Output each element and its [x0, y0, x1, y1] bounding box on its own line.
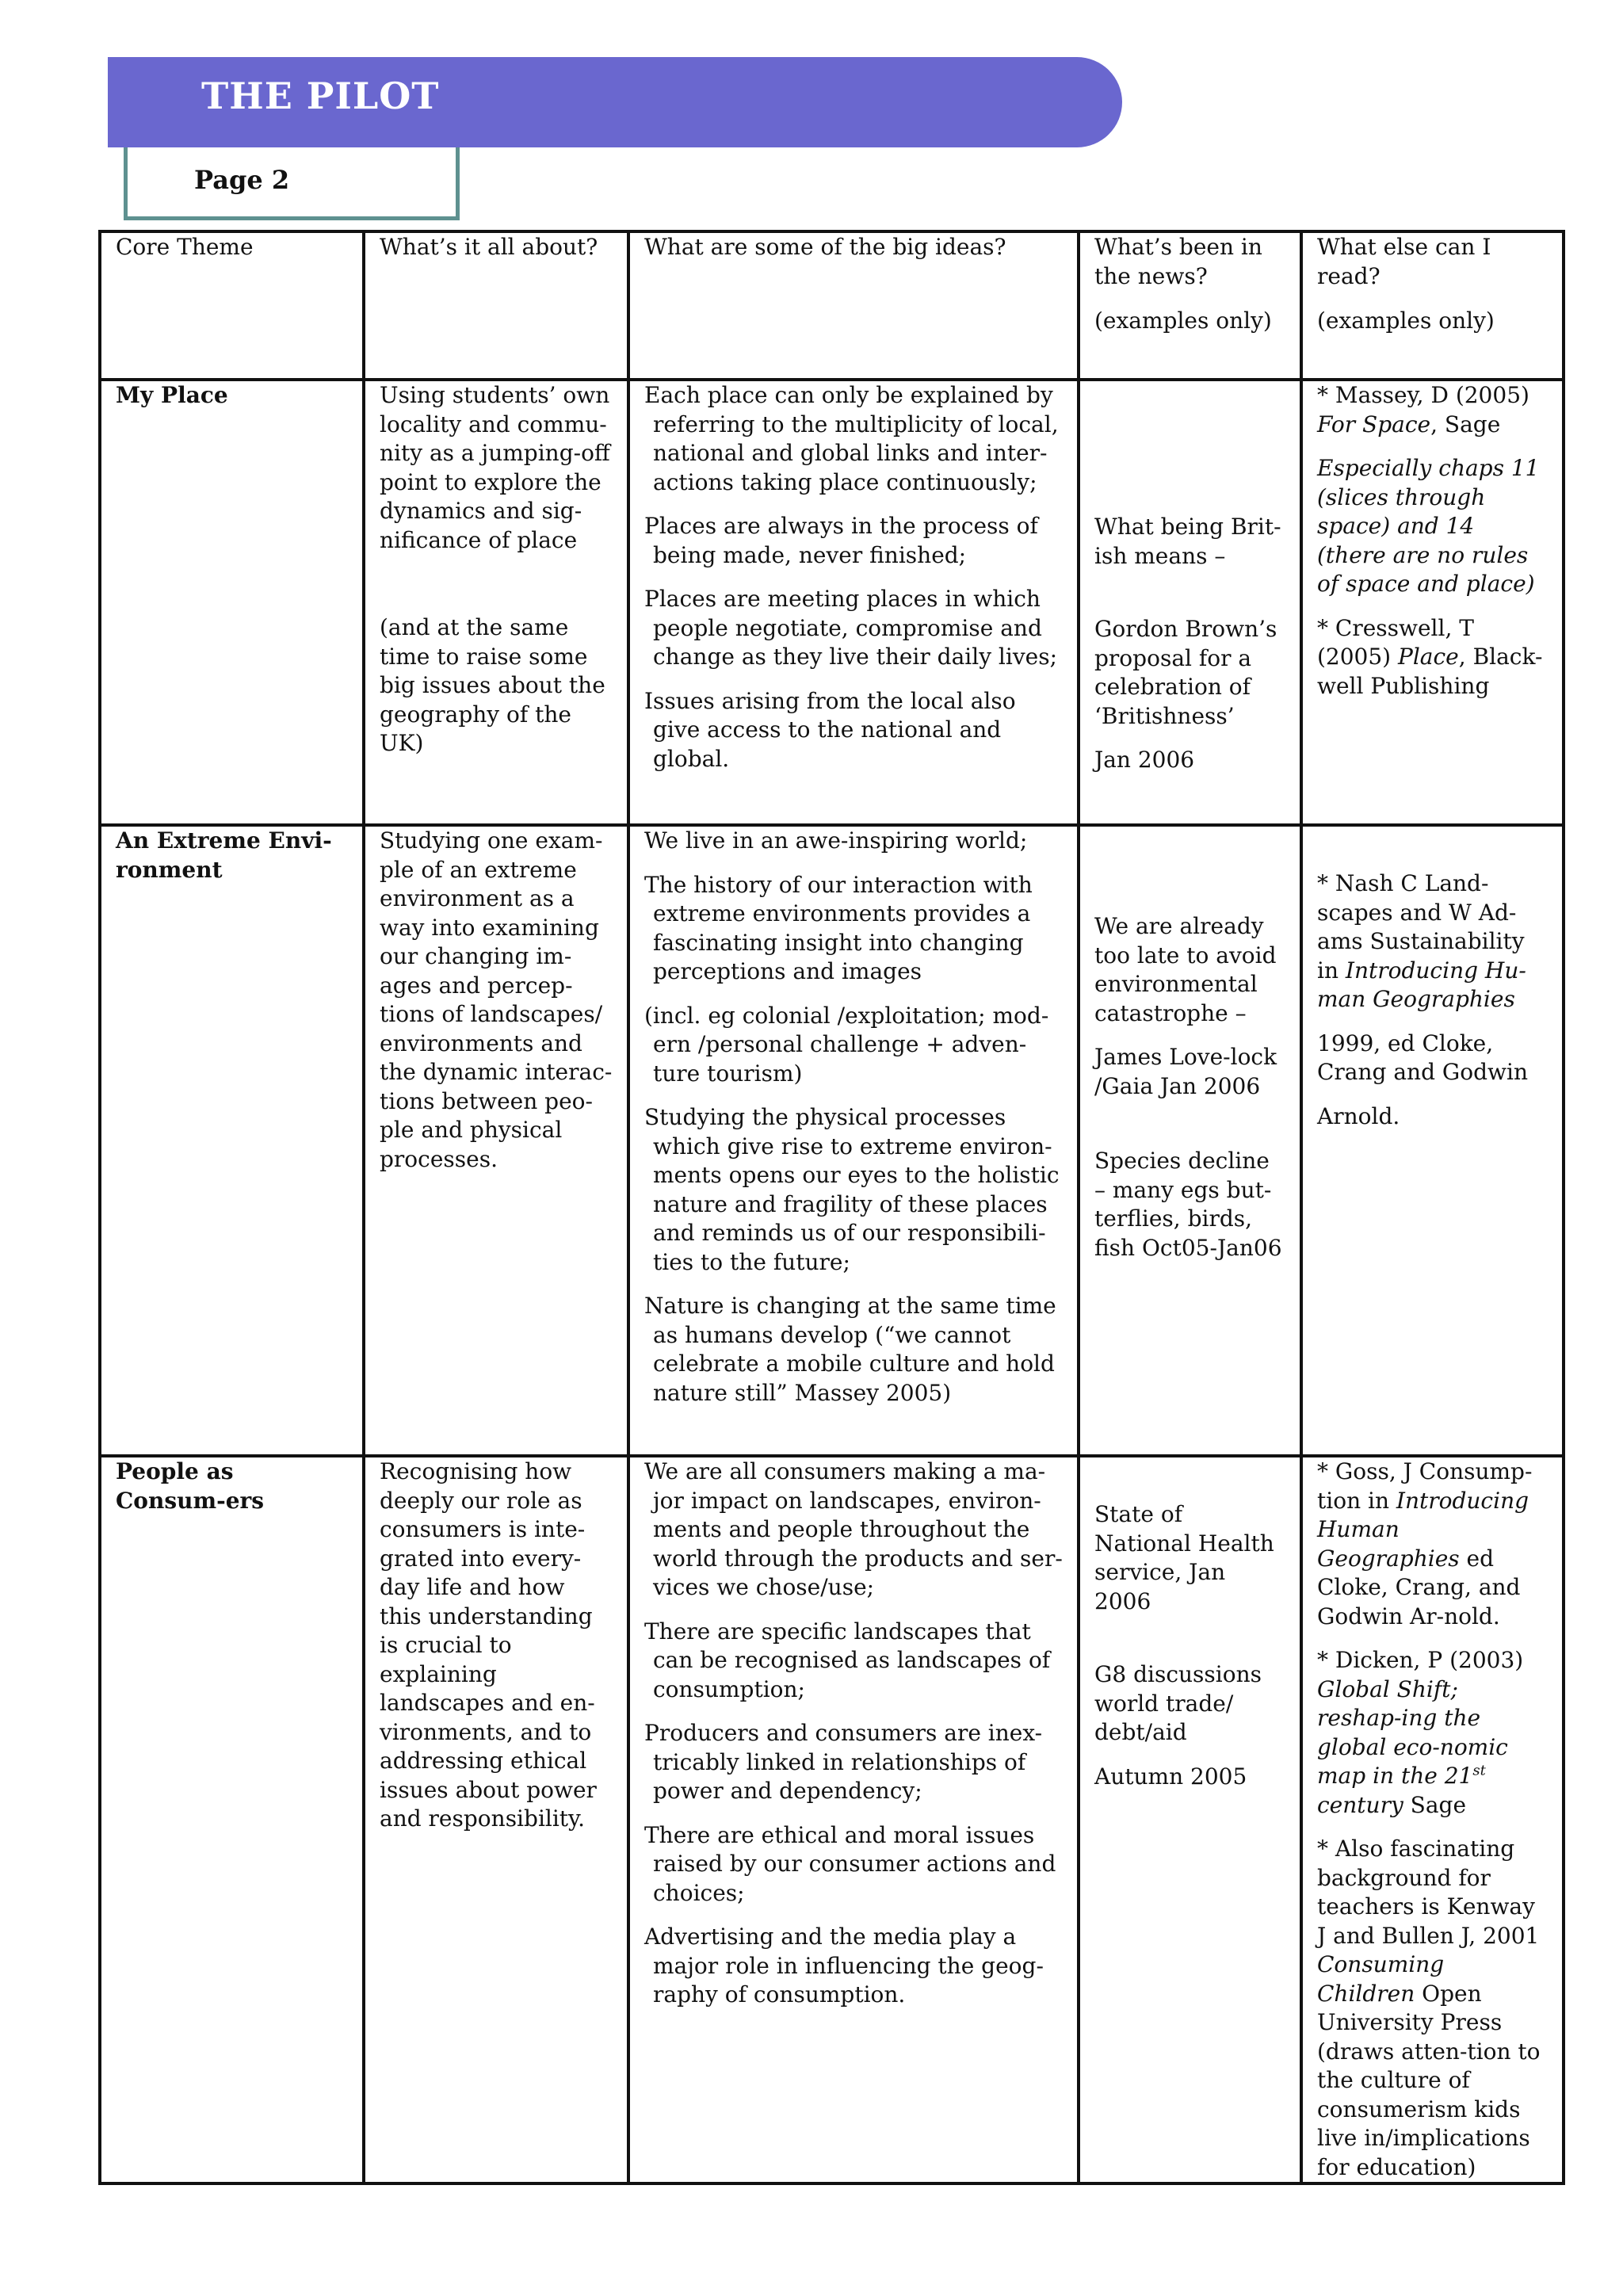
header-about: What’s it all about?: [364, 231, 628, 380]
about-cell: Recognising how deeply our role as consumers is inte-grated into every-day life and how this understanding is crucial to explaining landscapes and en-vironments, and to addressing ethical issues about power and responsibility.: [364, 1456, 628, 2183]
theme-cell: My Place: [100, 380, 364, 825]
read-cell: * Massey, D (2005) For Space, Sage Especially chaps 11 (slices through space) and 14 (there are no rules of space and place) * Cresswell, T (2005) Place, Black-well Publishing: [1301, 380, 1564, 825]
header-news-note: (examples only): [1094, 308, 1272, 334]
ideas-cell: We live in an awe-inspiring world; The history of our interaction with extreme environments provides a fascinating insight into changing perceptions and images (incl. eg colonial /exploitation; mod-ern /personal challenge + adven-ture tourism) Studying the physical processes which give rise to extreme environ-ments opens our eyes to the holistic nature and fragility of these places and reminds us of our responsibili-ties to the future; Nature is changing at the same time as humans develop (“we cannot celebrate a mobile culture and hold nature still” Massey 2005): [628, 825, 1079, 1456]
page-title: THE PILOT: [201, 74, 440, 117]
header-read-note: (examples only): [1317, 308, 1495, 334]
title-banner: [108, 57, 1122, 147]
news-cell: We are already too late to avoid environmental catastrophe – James Love-lock /Gaia Jan 2006 Species decline – many egs but-terflies, birds, fish Oct05-Jan06: [1079, 825, 1301, 1456]
theme-cell: People as Consum-ers: [100, 1456, 364, 2183]
ideas-cell: Each place can only be explained by referring to the multiplicity of local, national and global links and inter-actions taking place continuously; Places are always in the process of being made, never finished; Places are meeting places in which people negotiate, compromise and change as they live their daily lives; Issues arising from the local also give access to the national and global.: [628, 380, 1079, 825]
page-tab: [124, 147, 460, 220]
about-cell: Studying one exam-ple of an extreme environment as a way into examining our changing im-ages and percep-tions of landscapes/ environments and the dynamic interac-tions between peo-ple and physical processes.: [364, 825, 628, 1456]
page-number: Page 2: [194, 165, 290, 195]
news-cell: State of National Health service, Jan 2006 G8 discussions world trade/ debt/aid Autumn 2005: [1079, 1456, 1301, 2183]
header-read: What else can I read? (examples only): [1301, 231, 1564, 380]
read-cell: * Goss, J Consump-tion in Introducing Human Geographies ed Cloke, Crang, and Godwin Ar-nold. * Dicken, P (2003) Global Shift; reshap-ing the global eco-nomic map in the 21st century Sage * Also fascinating background for teachers is Kenway J and Bullen J, 2001 Consuming Children Open University Press (draws atten-tion to the culture of consumerism kids live in/implications for education): [1301, 1456, 1564, 2183]
table-header-row: [100, 231, 1564, 380]
about-cell: Using students’ own locality and commu-nity as a jumping-off point to explore the dynamics and sig-nificance of place (and at the same time to raise some big issues about the geography of the UK): [364, 380, 628, 825]
table-row: [100, 825, 1564, 1456]
news-cell: What being Brit-ish means – Gordon Brown’s proposal for a celebration of ‘Britishness’ Jan 2006: [1079, 380, 1301, 825]
ideas-cell: We are all consumers making a ma-jor impact on landscapes, environ-ments and people throughout the world through the products and ser-vices we chose/use; There are specific landscapes that can be recognised as landscapes of consumption; Producers and consumers are inex-tricably linked in relationships of power and dependency; There are ethical and moral issues raised by our consumer actions and choices; Advertising and the media play a major role in influencing the geog-raphy of consumption.: [628, 1456, 1079, 2183]
table-row: [100, 380, 1564, 825]
theme-cell: An Extreme Envi-ronment: [100, 825, 364, 1456]
header-news: What’s been in the news? (examples only): [1079, 231, 1301, 380]
header-big-ideas: What are some of the big ideas?: [628, 231, 1079, 380]
core-themes-table: [98, 230, 1565, 2185]
read-cell: * Nash C Land-scapes and W Ad-ams Sustainability in Introducing Hu-man Geographies 1999, ed Cloke, Crang and Godwin Arnold.: [1301, 825, 1564, 1456]
table-row: [100, 1456, 1564, 2183]
header-core-theme: Core Theme: [100, 231, 364, 380]
